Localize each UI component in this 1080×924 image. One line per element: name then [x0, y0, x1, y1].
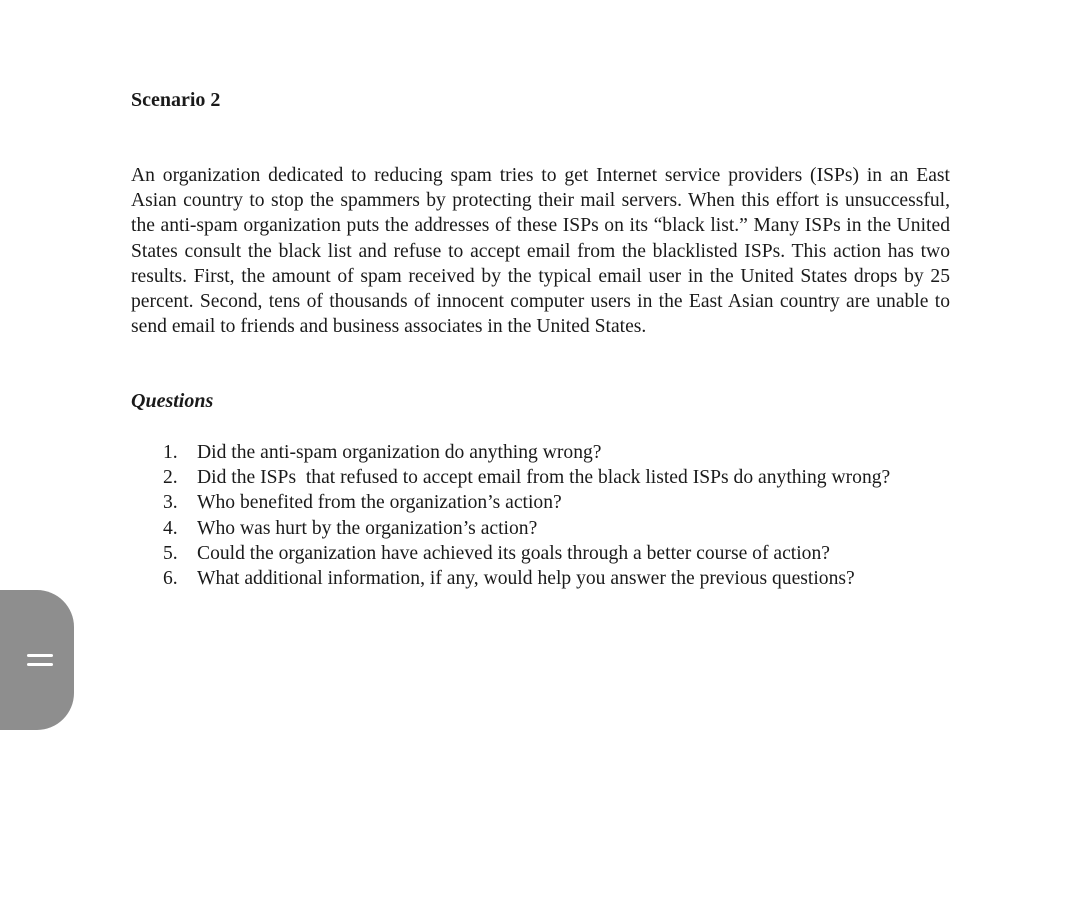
- question-text: Who was hurt by the organization’s action?: [197, 517, 538, 539]
- question-number: 3.: [163, 492, 178, 514]
- question-number: 1.: [163, 442, 178, 463]
- question-item-5: [131, 541, 961, 566]
- question-item-6: [131, 566, 961, 591]
- question-text: Did the anti-spam organization do anything wrong?: [197, 442, 602, 463]
- scenario-heading: Scenario 2: [131, 89, 221, 111]
- question-number: 5.: [163, 542, 178, 564]
- question-text: Who benefited from the organization’s action?: [197, 492, 562, 514]
- drag-handle-icon: [18, 590, 62, 730]
- question-item-1: [131, 440, 961, 465]
- question-text: What additional information, if any, would help you answer the previous questions?: [197, 567, 855, 589]
- question-text: Could the organization have achieved its goals through a better course of action?: [197, 542, 830, 564]
- question-text: Did the ISPs that refused to accept email from the black listed ISPs do anything wrong?: [197, 467, 891, 489]
- scenario-paragraph: An organization dedicated to reducing spam tries to get Internet service providers (ISPs) in an East Asian country to stop the spammers by protecting their mail servers. When this effort is unsuccessful, the anti-spam organization puts the addresses of these ISPs on its “black list.” Many ISPs in the United States consult the black list and refuse to accept email from the blacklisted ISPs. This action has two results. First, the amount of spam received by the typical email user in the United States drops by 25 percent. Second, tens of thousands of innocent computer users in the East Asian country are unable to send email to friends and business associates in the United States.: [131, 165, 950, 338]
- question-number: 4.: [163, 517, 178, 539]
- question-item-3: [131, 490, 961, 515]
- question-number: 2.: [163, 467, 178, 489]
- question-item-4: [131, 516, 961, 541]
- questions-list: [131, 440, 961, 591]
- questions-heading: Questions: [131, 390, 214, 412]
- question-number: 6.: [163, 567, 178, 589]
- question-item-2: [131, 465, 961, 490]
- side-drawer-handle[interactable]: [0, 590, 74, 730]
